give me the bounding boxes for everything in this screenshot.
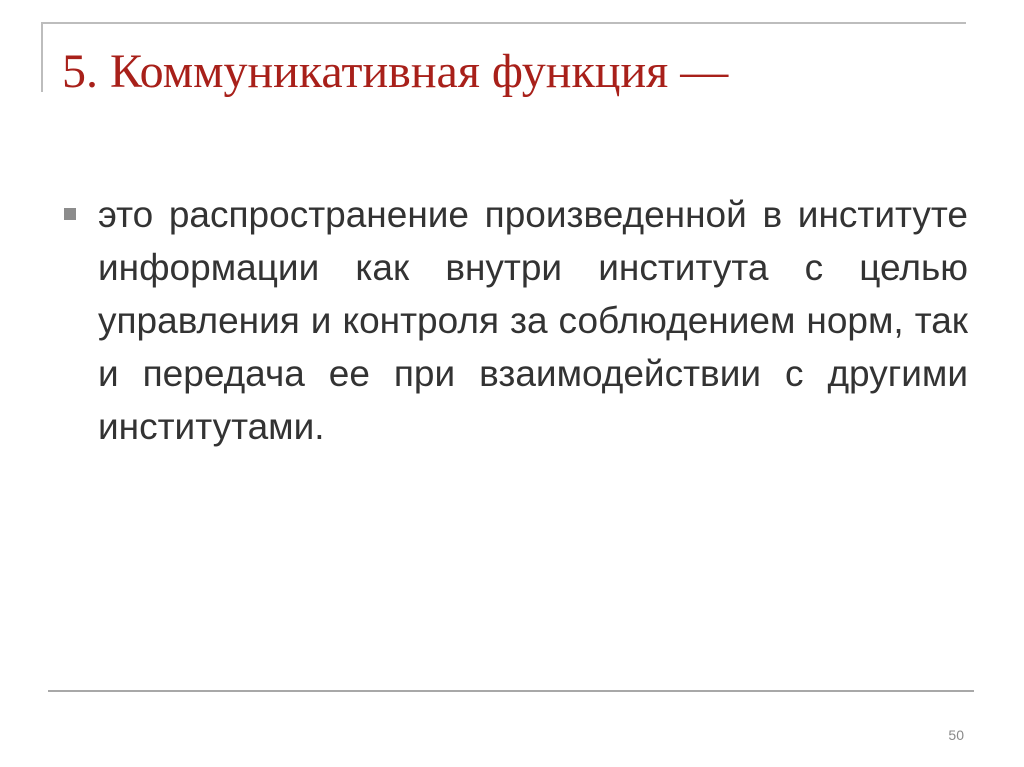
bullet-item — [62, 188, 968, 453]
page-number: 50 — [948, 727, 964, 743]
bullet-text: это распространение произведенной в институте информации как внутри института с целью управления и контроля за соблюдением норм, так и передача ее при взаимодействии с другими институтами. — [98, 194, 968, 447]
bottom-divider — [48, 690, 974, 692]
top-divider — [42, 22, 966, 24]
slide-title: 5. Коммуникативная функция — — [62, 45, 729, 98]
square-bullet-icon — [64, 208, 76, 220]
left-divider — [41, 22, 43, 92]
